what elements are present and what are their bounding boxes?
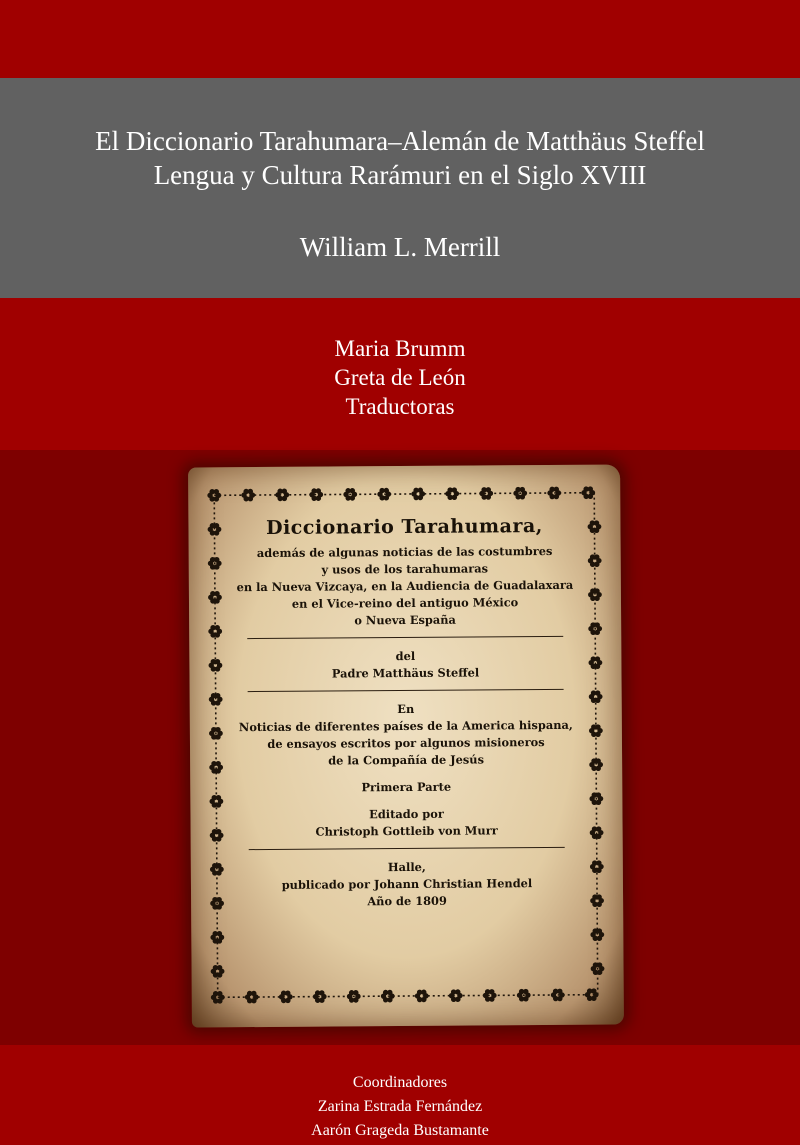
translators-band (0, 298, 800, 450)
translators-label: Traductoras (345, 394, 455, 419)
rosette-petal (596, 860, 601, 865)
historic-title-page (188, 464, 624, 1027)
rosette-petal (452, 487, 457, 492)
rosette-petal (523, 989, 528, 994)
rosette-petal (214, 591, 219, 596)
title-band (0, 78, 800, 298)
noticias-line-2: de ensayos escritos por algunos misioneros (267, 735, 545, 751)
rosette-petal (596, 792, 601, 797)
coordinators-label: Coordinadores (352, 1074, 448, 1091)
rosette-petal (215, 693, 220, 698)
coordinator-2: Aarón Grageda Bustamante (311, 1122, 489, 1139)
top-red-band (0, 0, 800, 78)
divider-rule (249, 847, 565, 850)
book-title-line-2: Lengua y Cultura Rarámuri en el Siglo XVIII (153, 160, 647, 190)
place-label: Halle, (387, 859, 426, 875)
edited-by-label: Editado por (369, 806, 444, 822)
rosette-petal (594, 554, 599, 559)
rosette-petal (353, 990, 358, 995)
rosette-petal (597, 928, 602, 933)
rosette-petal (591, 988, 596, 993)
rosette-petal (216, 761, 221, 766)
subtitle-line-3: en la Nueva Vizcaya, en la Audiencia de Guadalaxara (236, 577, 574, 595)
noticias-line-3: de la Compañía de Jesús (328, 752, 485, 768)
rosette-petal (217, 965, 222, 970)
rosette-petal (596, 894, 601, 899)
en-label: En (397, 701, 415, 717)
translator-1: Maria Brumm (334, 336, 466, 361)
divider-rule (247, 636, 563, 639)
rosette-petal (215, 727, 220, 732)
author-name: William L. Merrill (299, 232, 501, 262)
rosette-petal (594, 520, 599, 525)
rosette-petal (214, 523, 219, 528)
year-line: Año de 1809 (367, 893, 447, 909)
rosette-petal (215, 625, 220, 630)
rosette-petal (554, 487, 559, 492)
rosette-petal (595, 622, 600, 627)
divider-rule (248, 689, 564, 692)
rosette-petal (455, 989, 460, 994)
rosette-petal (384, 488, 389, 493)
rosette-petal (418, 488, 423, 493)
rosette-petal (285, 990, 290, 995)
rosette-petal (557, 989, 562, 994)
rosette-petal (387, 990, 392, 995)
rosette-petal (595, 724, 600, 729)
rosette-petal (319, 990, 324, 995)
rosette-petal (350, 488, 355, 493)
coordinator-1: Zarina Estrada Fernández (317, 1098, 483, 1115)
rosette-petal (282, 488, 287, 493)
rosette-petal (215, 659, 220, 664)
del-label: del (395, 648, 416, 664)
subtitle-line-4: en el Vice-reino del antiguo México (291, 595, 519, 611)
rosette-petal (216, 795, 221, 800)
part-label: Primera Parte (361, 779, 452, 795)
dictionary-title: Diccionario Tarahumara, (265, 515, 543, 539)
rosette-petal (595, 758, 600, 763)
rosette-petal (588, 486, 593, 491)
padre-line: Padre Matthäus Steffel (331, 665, 480, 681)
rosette-petal (216, 829, 221, 834)
rosette-petal (595, 656, 600, 661)
rosette-petal (489, 989, 494, 994)
rosette-petal (216, 863, 221, 868)
title-page-text (228, 515, 583, 911)
subtitle-line-5: o Nueva España (354, 612, 456, 628)
rosette-petal (486, 487, 491, 492)
editor-name: Christoph Gottleib von Murr (315, 823, 498, 839)
rosette-petal (214, 557, 219, 562)
subtitle-line-2: y usos de los tarahumaras (321, 561, 489, 577)
rosette-petal (316, 488, 321, 493)
publisher-line: publicado por Johann Christian Hendel (281, 876, 533, 892)
rosette-petal (421, 990, 426, 995)
rosette-petal (597, 962, 602, 967)
translator-2: Greta de León (334, 365, 466, 390)
rosette-petal (216, 897, 221, 902)
subtitle-line-1: además de algunas noticias de las costumbres (256, 543, 553, 561)
noticias-line-1: Noticias de diferentes países de la America hispana, (238, 717, 573, 735)
rosette-petal (596, 826, 601, 831)
rosette-petal (217, 991, 222, 996)
rosette-petal (214, 489, 219, 494)
rosette-petal (248, 489, 253, 494)
rosette-petal (595, 690, 600, 695)
book-title-line-1: El Diccionario Tarahumara–Alemán de Matthäus Steffel (95, 126, 705, 156)
rosette-petal (594, 588, 599, 593)
rosette-petal (217, 931, 222, 936)
rosette-petal (251, 991, 256, 996)
rosette-petal (520, 487, 525, 492)
bottom-band (0, 1045, 800, 1145)
